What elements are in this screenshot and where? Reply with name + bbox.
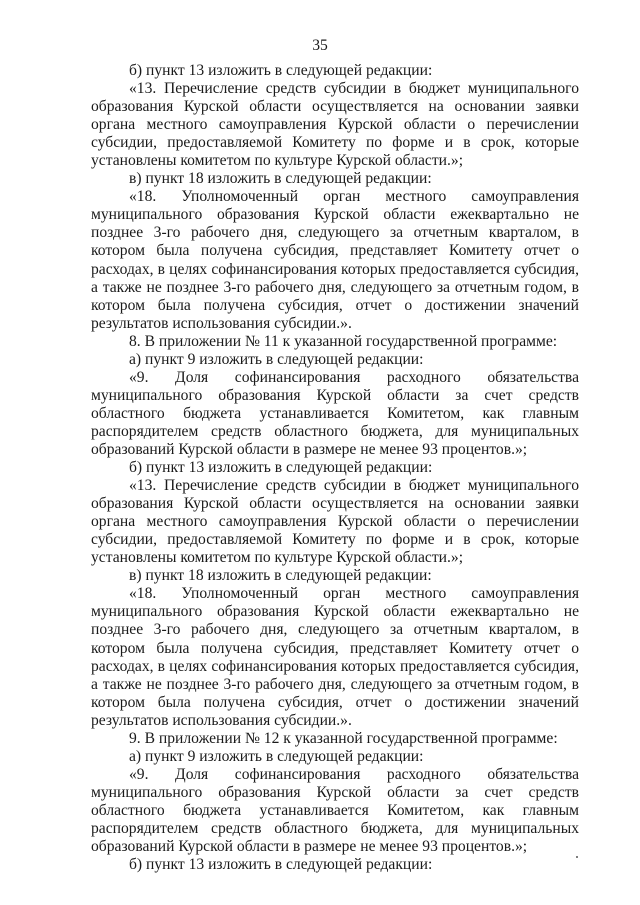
paragraph-item-a-point-9: а) пункт 9 изложить в следующей редакции: — [129, 747, 424, 765]
paragraph-item-b-point-13: б) пункт 13 изложить в следующей редакции: — [129, 459, 433, 477]
paragraph-item-v-point-18: в) пункт 18 изложить в следующей редакции: — [129, 170, 432, 188]
document-body — [91, 62, 579, 874]
paragraph-quote-point-9: «9. Доля софинансирования расходного обязательства муниципального образования Курской области за счет средств областного бюджета устанавливается Комитетом, как главным распорядителем средств областного бюджета, для муниципальных образований Курской области в размере не менее 93 процентов.»; — [91, 368, 579, 458]
paragraph-section-9: 9. В приложении № 12 к указанной государственной программе: — [129, 729, 558, 747]
scan-dot-mark — [576, 856, 578, 858]
paragraph-quote-point-9: «9. Доля софинансирования расходного обязательства муниципального образования Курской области за счет средств областного бюджета устанавливается Комитетом, как главным распорядителем средств областного бюджета, для муниципальных образований Курской области в размере не менее 93 процентов.»; — [91, 765, 579, 856]
paragraph-quote-point-18: «18. Уполномоченный орган местного самоуправления муниципального образования Курской области ежеквартально не позднее 3-го рабочего дня, следующего за отчетным кварталом, в котором была получена субсидия, представляет Комитету отчет о расходах, в целях софинансирования которых предоставляется субсидия, а также не позднее 3-го рабочего дня, следующего за отчетным годом, в котором была получена субсидия, отчет о достижении значений результатов использования субсидии.». — [91, 188, 579, 332]
paragraph-quote-point-13: «13. Перечисление средств субсидии в бюджет муниципального образования Курской области осуществляется на основании заявки органа местного самоуправления Курской области о перечислении субсидии, предоставляемой Комитету по форме и в срок, которые установлены комитетом по культуре Курской области.»; — [91, 477, 579, 567]
paragraph-quote-point-13: «13. Перечисление средств субсидии в бюджет муниципального образования Курской области осуществляется на основании заявки органа местного самоуправления Курской области о перечислении субсидии, предоставляемой Комитету по форме и в срок, которые установлены комитетом по культуре Курской области.»; — [91, 80, 579, 170]
paragraph-item-b-point-13: б) пункт 13 изложить в следующей редакции: — [129, 62, 433, 79]
paragraph-quote-point-18: «18. Уполномоченный орган местного самоуправления муниципального образования Курской области ежеквартально не позднее 3-го рабочего дня, следующего за отчетным кварталом, в котором была получена субсидия, представляет Комитету отчет о расходах, в целях софинансирования которых предоставляется субсидия, а также не позднее 3-го рабочего дня, следующего за отчетным годом, в котором была получена субсидия, отчет о достижении значений результатов использования субсидии.». — [91, 585, 579, 729]
paragraph-item-b-point-13: б) пункт 13 изложить в следующей редакции: — [129, 856, 433, 874]
paragraph-section-8: 8. В приложении № 11 к указанной государственной программе: — [129, 332, 558, 350]
page-number: 35 — [312, 37, 328, 54]
paragraph-item-v-point-18: в) пункт 18 изложить в следующей редакции: — [129, 567, 432, 585]
paragraph-item-a-point-9: а) пункт 9 изложить в следующей редакции: — [129, 350, 424, 368]
